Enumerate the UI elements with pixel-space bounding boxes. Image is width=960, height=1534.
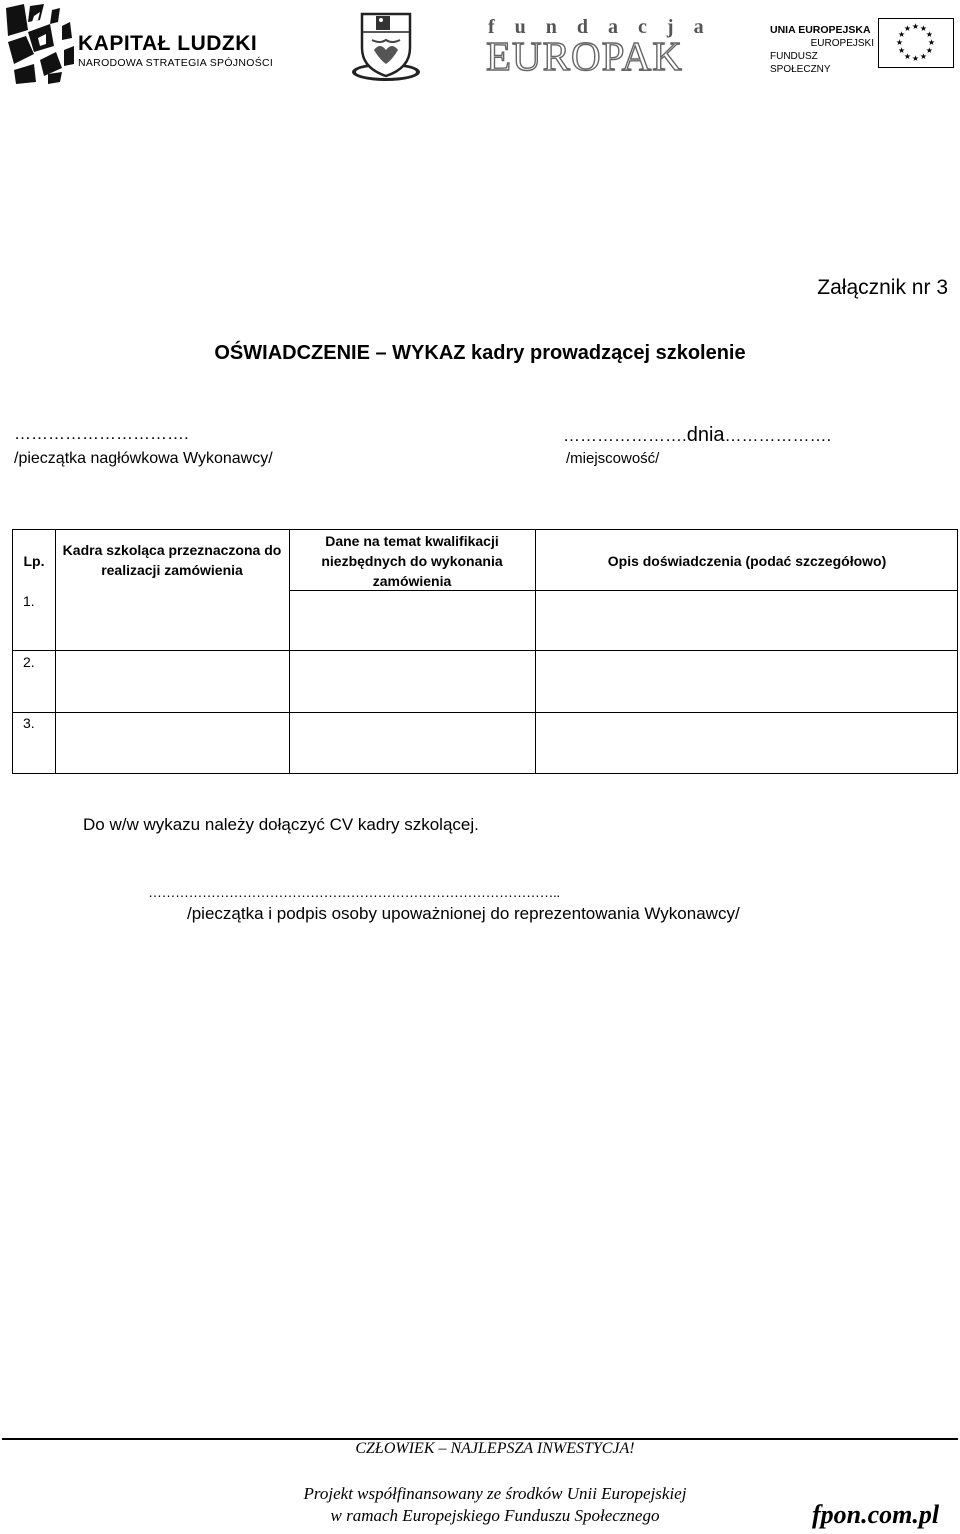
- eu-line1: UNIA EUROPEJSKA: [770, 24, 871, 36]
- header-kadra: Kadra szkoląca przeznaczona do realizacji zamówienia: [62, 542, 282, 578]
- footer-project-line2: w ramach Europejskiego Funduszu Społecznego: [330, 1506, 660, 1525]
- footer-project-line1: Projekt współfinansowany ze środków Unii Europejskiej: [303, 1484, 687, 1503]
- place-dots-after: ……………….: [724, 426, 832, 445]
- eu-star-icon: ★: [911, 54, 920, 63]
- eu-star-icon: ★: [895, 38, 904, 47]
- kapital-ludzki-subtitle: NARODOWA STRATEGIA SPÓJNOŚCI: [78, 57, 274, 69]
- eu-star-icon: ★: [911, 22, 920, 31]
- fundacja-europak-logo: [486, 16, 724, 79]
- table-row-number: 1.: [23, 593, 35, 609]
- header-dane: Dane na temat kwalifikacji niezbędnych do wykonania zamówienia: [321, 533, 503, 589]
- eu-star-icon: ★: [898, 46, 906, 55]
- crest-logo: [350, 10, 422, 82]
- eu-star-icon: ★: [903, 24, 912, 34]
- eu-line3: FUNDUSZ SPOŁECZNY: [770, 51, 831, 75]
- eu-line2: EUROPEJSKI: [810, 38, 874, 49]
- footer-slogan: CZŁOWIEK – NAJLEPSZA INWESTYCJA!: [355, 1440, 635, 1457]
- watermark: fpon.com.pl: [812, 1500, 940, 1529]
- eu-star-icon: ★: [919, 51, 928, 61]
- table-divider: [289, 530, 290, 773]
- eu-flag-icon: [878, 18, 954, 68]
- header-opis: Opis doświadczenia (podać szczegółowo): [607, 553, 887, 569]
- signature-dots: ………………………………………………………………………………..: [148, 884, 560, 900]
- eu-star-icon: ★: [927, 38, 936, 47]
- crest-icon: [350, 10, 422, 82]
- eu-star-icon: ★: [919, 24, 928, 34]
- place-label: /miejscowość/: [566, 450, 660, 467]
- table-row-rule: [13, 650, 957, 651]
- place-dots-before: ………………….: [563, 426, 687, 445]
- stamp-label: /pieczątka nagłówkowa Wykonawcy/: [14, 450, 273, 467]
- place-date-line: [563, 424, 831, 447]
- dnia-label: dnia: [686, 424, 725, 446]
- signature-label: /pieczątka i podpis osoby upoważnionej do reprezentowania Wykonawcy/: [187, 904, 740, 923]
- table-divider: [55, 530, 56, 773]
- fundacja-label: fundacja: [488, 16, 724, 38]
- europak-label: EUROPAK: [486, 33, 683, 79]
- kapital-ludzki-emblem-icon: [4, 2, 78, 86]
- staff-table: [12, 529, 958, 774]
- eu-star-icon: ★: [903, 51, 912, 61]
- attachment-number: Załącznik nr 3: [817, 276, 948, 299]
- stamp-dots: ………………………….: [14, 424, 189, 443]
- kapital-ludzki-logo: [4, 2, 274, 86]
- eu-star-icon: ★: [898, 30, 906, 39]
- page-title: OŚWIADCZENIE – WYKAZ kadry prowadzącej szkolenie: [214, 342, 746, 364]
- eu-star-icon: ★: [925, 30, 933, 39]
- table-row-number: 3.: [23, 715, 35, 731]
- table-row-number: 2.: [23, 654, 35, 670]
- kapital-ludzki-title: KAPITAŁ LUDZKI: [78, 32, 258, 55]
- eu-logo-text: [770, 24, 874, 76]
- header-lp: Lp.: [23, 553, 45, 569]
- cv-note: Do w/w wykazu należy dołączyć CV kadry szkolącej.: [83, 815, 479, 834]
- eu-star-icon: ★: [925, 46, 933, 55]
- table-row-rule: [13, 712, 957, 713]
